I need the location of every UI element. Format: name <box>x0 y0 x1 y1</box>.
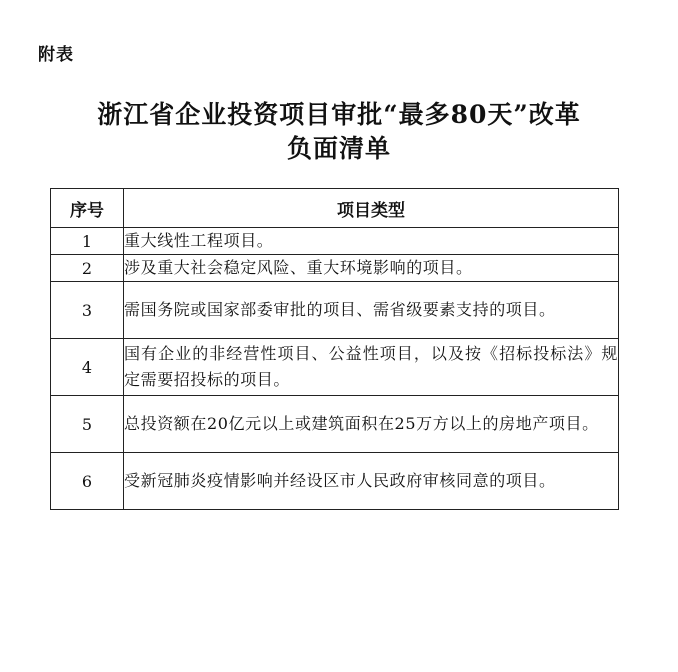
table-header-row <box>51 189 619 228</box>
row-number: 6 <box>51 453 124 510</box>
table-row <box>51 453 619 510</box>
table-row <box>51 255 619 282</box>
table-row <box>51 339 619 396</box>
table-row <box>51 228 619 255</box>
negative-list-table <box>50 188 619 510</box>
row-number: 4 <box>51 339 124 396</box>
row-project-type: 涉及重大社会稳定风险、重大环境影响的项目。 <box>124 255 619 282</box>
row-project-type: 需国务院或国家部委审批的项目、需省级要素支持的项目。 <box>124 282 619 339</box>
document-title-line-2: 负面清单 <box>286 134 391 163</box>
table-row <box>51 282 619 339</box>
column-header-project-type: 项目类型 <box>124 189 619 228</box>
row-number: 5 <box>51 396 124 453</box>
document-title-line-1: 浙江省企业投资项目审批“最多80天”改革 <box>97 100 581 129</box>
column-header-number: 序号 <box>51 189 124 228</box>
row-number: 1 <box>51 228 124 255</box>
row-project-type: 重大线性工程项目。 <box>124 228 619 255</box>
annex-label: 附表 <box>38 45 74 65</box>
row-number: 3 <box>51 282 124 339</box>
row-project-type: 国有企业的非经营性项目、公益性项目，以及按《招标投标法》规定需要招投标的项目。 <box>124 339 619 396</box>
row-project-type: 受新冠肺炎疫情影响并经设区市人民政府审核同意的项目。 <box>124 453 619 510</box>
table-row <box>51 396 619 453</box>
row-number: 2 <box>51 255 124 282</box>
row-project-type: 总投资额在20亿元以上或建筑面积在25万方以上的房地产项目。 <box>124 396 619 453</box>
